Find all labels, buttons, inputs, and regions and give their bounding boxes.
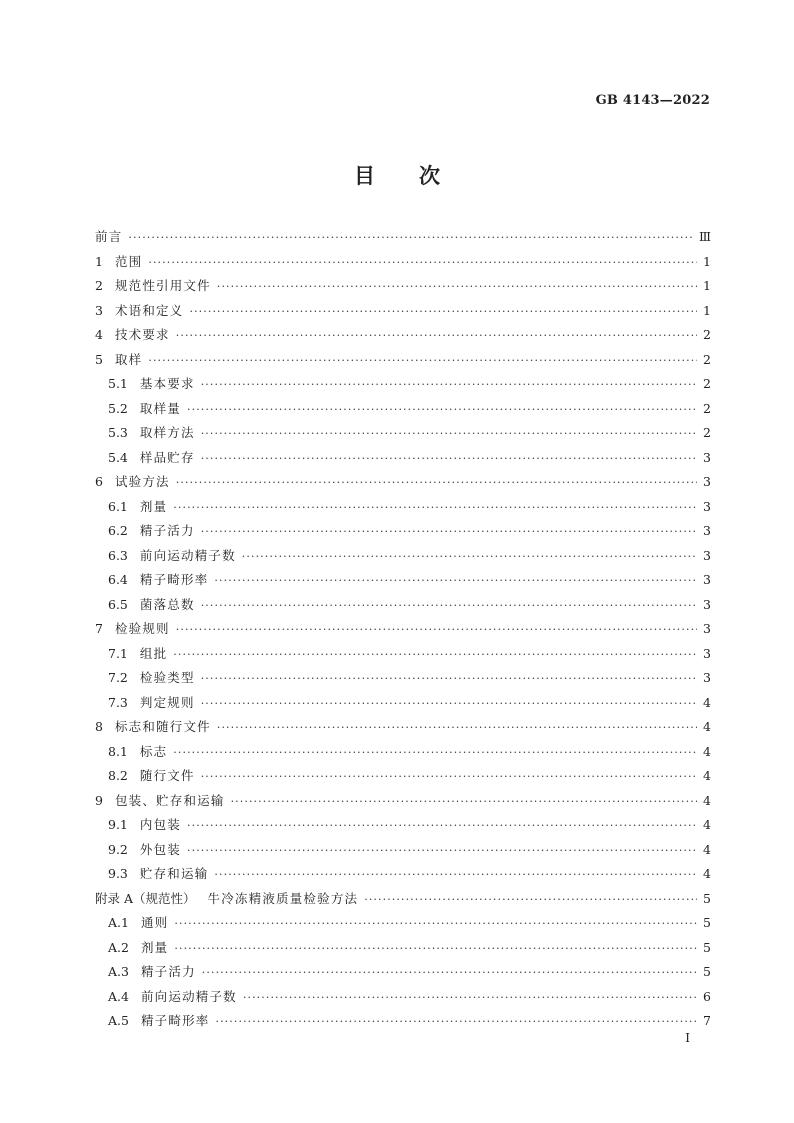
dot-leader <box>217 716 697 741</box>
toc-entry-label: 检验类型 <box>139 670 195 685</box>
dot-leader <box>173 741 697 766</box>
toc-entry-number: 9.3 <box>108 866 128 881</box>
toc-entry-number: 7 <box>95 621 103 636</box>
toc-entry-label: 精子畸形率 <box>140 1013 210 1028</box>
dot-leader <box>176 324 697 349</box>
toc-entry-page: 3 <box>703 670 711 685</box>
toc-entry-number: 3 <box>95 302 103 318</box>
dot-leader <box>174 937 697 962</box>
toc-entry[interactable] <box>95 348 711 373</box>
toc-entry-page: 4 <box>703 792 711 808</box>
toc-entry-label: 试验方法 <box>114 474 170 489</box>
toc-entry-page: 3 <box>703 621 711 636</box>
toc-entry-label: 精子活力 <box>139 523 195 538</box>
toc-entry-number: A.4 <box>108 988 129 1004</box>
dot-leader <box>173 496 697 521</box>
toc-entry-page: 4 <box>703 768 711 783</box>
toc-entry-label: 前向运动精子数 <box>140 988 237 1004</box>
toc-entry[interactable] <box>95 568 711 593</box>
dot-leader <box>201 373 697 398</box>
toc-entry-number: 6.4 <box>108 572 128 587</box>
toc-entry-label: 随行文件 <box>139 768 195 783</box>
dot-leader <box>201 447 697 472</box>
toc-entry[interactable] <box>95 764 711 789</box>
toc-entry-page: 5 <box>703 939 711 955</box>
dot-leader <box>214 569 697 594</box>
toc-entry-label: 内包装 <box>139 817 181 832</box>
toc-entry-number: 1 <box>95 253 103 269</box>
toc-entry[interactable] <box>95 838 711 863</box>
toc-entry-page: 2 <box>703 327 711 342</box>
toc-entry-label: 组批 <box>139 645 168 661</box>
toc-entry[interactable] <box>95 470 711 495</box>
toc-entry-page: 5 <box>703 964 711 979</box>
toc-entry-number: 5.2 <box>108 400 128 416</box>
standard-number: GB 4143—2022 <box>595 93 710 108</box>
toc-entry-number: A.3 <box>108 964 129 979</box>
dot-leader <box>242 545 697 570</box>
dot-leader <box>217 275 697 300</box>
toc-entry-page: 4 <box>703 866 711 881</box>
toc-entry[interactable] <box>95 421 711 446</box>
toc-entry-page: 1 <box>703 253 711 269</box>
dot-leader <box>231 790 697 815</box>
dot-leader <box>201 422 697 447</box>
toc-entry-number: 9.2 <box>108 841 128 857</box>
toc-entry-number: 7.1 <box>108 645 128 661</box>
toc-entry[interactable] <box>95 299 711 324</box>
toc-entry-label: 菌落总数 <box>139 596 195 612</box>
toc-entry-page: 4 <box>703 694 711 710</box>
page-title <box>0 160 794 190</box>
toc-entry-page: 4 <box>703 841 711 857</box>
toc-entry-label: 取样量 <box>139 400 181 416</box>
toc-entry[interactable] <box>95 250 711 275</box>
toc-entry-page: 7 <box>703 1013 711 1028</box>
toc-entry-label: 前言 <box>95 229 123 244</box>
dot-leader <box>202 961 697 986</box>
toc-entry-label: 取样 <box>114 351 143 367</box>
toc-entry[interactable] <box>95 617 711 642</box>
dot-leader <box>187 814 697 839</box>
toc-entry-page: 3 <box>703 449 711 465</box>
toc-entry-number: 附录 A（规范性） <box>95 890 196 906</box>
toc-entry[interactable] <box>95 446 711 471</box>
toc-entry-page: 3 <box>703 547 711 563</box>
title-char-1: 目 <box>354 163 375 188</box>
toc-entry-label: 剂量 <box>139 498 168 514</box>
dot-leader <box>148 349 697 374</box>
toc-entry-page: 3 <box>703 474 711 489</box>
toc-entry-number: 6 <box>95 474 103 489</box>
dot-leader <box>148 251 697 276</box>
toc-entry-page: 3 <box>703 596 711 612</box>
toc-entry[interactable] <box>95 372 711 397</box>
toc-entry-label: 样品贮存 <box>139 449 195 465</box>
toc-entry-page: 6 <box>703 988 711 1004</box>
dot-leader <box>201 692 697 717</box>
toc-entry-number: A.1 <box>108 915 129 930</box>
toc-entry-label: 精子畸形率 <box>139 572 209 587</box>
table-of-contents <box>95 225 711 1034</box>
toc-entry-label: 精子活力 <box>140 964 196 979</box>
toc-entry[interactable] <box>95 936 711 961</box>
toc-entry-label: 标志和随行文件 <box>114 719 211 734</box>
toc-entry-number: 5 <box>95 351 103 367</box>
toc-entry-number: 6.1 <box>108 498 128 514</box>
dot-leader <box>189 300 697 325</box>
toc-entry[interactable] <box>95 397 711 422</box>
toc-entry-label: 贮存和运输 <box>139 866 209 881</box>
toc-entry-number: 5.3 <box>108 425 128 440</box>
dot-leader <box>176 471 697 496</box>
toc-entry-page: 4 <box>703 817 711 832</box>
toc-entry-label: 判定规则 <box>139 694 195 710</box>
toc-entry-label: 取样方法 <box>139 425 195 440</box>
dot-leader <box>364 888 697 913</box>
toc-entry-page: 2 <box>703 376 711 391</box>
dot-leader <box>201 520 697 545</box>
toc-entry-page: 2 <box>703 351 711 367</box>
toc-entry[interactable] <box>95 1009 711 1034</box>
toc-entry-page: 3 <box>703 498 711 514</box>
toc-entry[interactable] <box>95 225 711 250</box>
toc-entry[interactable] <box>95 691 711 716</box>
toc-entry-page: 5 <box>703 890 711 906</box>
toc-entry[interactable] <box>95 495 711 520</box>
toc-entry[interactable] <box>95 740 711 765</box>
toc-entry-page: 3 <box>703 645 711 661</box>
toc-entry-page: 4 <box>703 743 711 759</box>
toc-entry-number: A.2 <box>108 939 129 955</box>
toc-entry-number: 6.2 <box>108 523 128 538</box>
toc-entry-label: 外包装 <box>139 841 181 857</box>
toc-entry-label: 技术要求 <box>114 327 170 342</box>
toc-entry-page: 2 <box>703 425 711 440</box>
dot-leader <box>215 1010 697 1035</box>
dot-leader <box>187 839 697 864</box>
toc-entry[interactable] <box>95 642 711 667</box>
toc-entry-page: Ⅲ <box>698 229 711 244</box>
toc-entry-number: A.5 <box>108 1013 129 1028</box>
toc-entry[interactable] <box>95 544 711 569</box>
dot-leader <box>214 863 697 888</box>
toc-entry-label: 基本要求 <box>139 376 195 391</box>
toc-entry-page: 5 <box>703 915 711 930</box>
toc-entry-number: 4 <box>95 327 103 342</box>
dot-leader <box>201 765 697 790</box>
toc-entry-number: 8.2 <box>108 768 128 783</box>
toc-entry-number: 7.2 <box>108 670 128 685</box>
toc-entry[interactable] <box>95 666 711 691</box>
toc-entry-page: 3 <box>703 523 711 538</box>
toc-entry-page: 4 <box>703 719 711 734</box>
toc-entry[interactable] <box>95 985 711 1010</box>
toc-entry[interactable] <box>95 593 711 618</box>
toc-entry[interactable] <box>95 519 711 544</box>
toc-entry-label: 前向运动精子数 <box>139 547 236 563</box>
toc-entry[interactable] <box>95 715 711 740</box>
toc-entry-label: 检验规则 <box>114 621 170 636</box>
dot-leader <box>176 618 697 643</box>
toc-entry[interactable] <box>95 960 711 985</box>
toc-entry[interactable] <box>95 911 711 936</box>
toc-entry-number: 8.1 <box>108 743 128 759</box>
toc-entry-page: 1 <box>703 278 711 293</box>
toc-entry-label: 规范性引用文件 <box>114 278 211 293</box>
toc-entry[interactable] <box>95 274 711 299</box>
title-char-2: 次 <box>419 163 440 188</box>
toc-entry[interactable] <box>95 813 711 838</box>
toc-entry-number: 7.3 <box>108 694 128 710</box>
toc-entry-page: 3 <box>703 572 711 587</box>
toc-entry-label: 包装、贮存和运输 <box>114 792 225 808</box>
toc-entry-number: 6.3 <box>108 547 128 563</box>
toc-entry-label: 通则 <box>140 915 169 930</box>
toc-entry-number: 5.1 <box>108 376 128 391</box>
toc-entry-label: 术语和定义 <box>114 302 184 318</box>
dot-leader <box>128 226 693 251</box>
toc-entry-number: 6.5 <box>108 596 128 612</box>
toc-entry-number: 8 <box>95 719 103 734</box>
toc-entry-label: 标志 <box>139 743 168 759</box>
toc-entry[interactable] <box>95 789 711 814</box>
toc-entry-page: 1 <box>703 302 711 318</box>
dot-leader <box>187 398 697 423</box>
toc-entry-label: 剂量 <box>140 939 169 955</box>
dot-leader <box>174 912 697 937</box>
toc-entry[interactable] <box>95 323 711 348</box>
toc-entry[interactable] <box>95 862 711 887</box>
page-number: I <box>685 1031 690 1045</box>
toc-entry-number: 9.1 <box>108 817 128 832</box>
toc-entry[interactable] <box>95 887 711 912</box>
dot-leader <box>201 667 697 692</box>
toc-entry-label: 牛冷冻精液质量检验方法 <box>207 890 359 906</box>
toc-entry-number: 2 <box>95 278 103 293</box>
toc-entry-number: 9 <box>95 792 103 808</box>
dot-leader <box>173 643 697 668</box>
toc-entry-number: 5.4 <box>108 449 128 465</box>
toc-entry-label: 范围 <box>114 253 143 269</box>
dot-leader <box>201 594 697 619</box>
dot-leader <box>243 986 697 1011</box>
toc-entry-page: 2 <box>703 400 711 416</box>
